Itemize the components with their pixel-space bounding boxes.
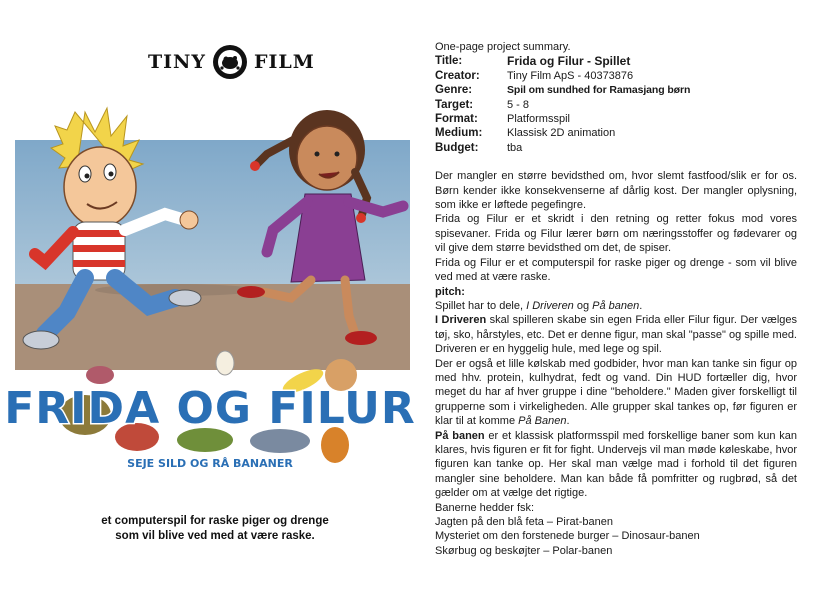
field-value-target: 5 - 8: [507, 98, 530, 111]
logo-word-left: TINY: [148, 51, 206, 73]
game-title-logo: [4, 345, 416, 475]
p4-text-b: I Driveren: [526, 299, 574, 312]
field-value-title: Frida og Filur - Spillet: [507, 54, 631, 69]
field-value-creator: Tiny Film ApS - 40373876: [507, 69, 634, 82]
paragraph-6: [435, 357, 797, 429]
p6-text-a: Der er også et lille kølskab med godbider, hvor man kan tanke sin figur op med hhv. protein, kulhydrat, fedt og vand. Din HUD fortæller dig, hvor meget du har af hver gruppe i dine "beholdere." Maden giver forskelligt til grupperne som i virkeligheden. Alle grupper skal tankes op, før figuren er klar til at komme: [435, 357, 797, 428]
field-label-budget: Budget:: [435, 141, 479, 154]
field-label-target: Target:: [435, 98, 474, 111]
level-item: Skørbug og beskøjter – Polar-banen: [435, 544, 613, 557]
p4-text-d: På banen: [592, 299, 640, 312]
paragraph-1: Der mangler en større bevidsthed om, hvor slemt fastfood/slik er for os. Børn kender ikke konsekvenserne af dårlig kost. Der mangler oplysning, som ikke er løftede pegefingre.: [435, 170, 797, 212]
project-summary: [435, 40, 797, 558]
field-label-medium: Medium:: [435, 127, 483, 140]
p7-lead: På banen: [435, 429, 485, 442]
tagline-line-1: et computerspil for raske piger og drenge: [101, 515, 329, 527]
paragraph-7: [435, 429, 797, 501]
field-value-medium: Klassisk 2D animation: [507, 127, 616, 140]
field-label-format: Format:: [435, 113, 478, 126]
title-art-text: FRIDA OG FILUR: [4, 383, 416, 434]
paragraph-3: Frida og Filur er et computerspil for raske piger og drenge - som vil blive ved med at være raske.: [435, 256, 797, 284]
tiny-film-logo: [148, 40, 315, 84]
field-value-budget: tba: [507, 141, 523, 154]
levels-intro: Banerne hedder fsk:: [435, 501, 535, 514]
tagline-line-2: som vil blive ved med at være raske.: [115, 530, 315, 542]
field-label-genre: Genre:: [435, 84, 473, 97]
summary-intro: One-page project summary.: [435, 41, 571, 53]
paragraph-4: [435, 299, 797, 313]
p4-text-e: .: [639, 299, 643, 312]
field-label-title: Title:: [435, 55, 463, 68]
pitch-label: pitch:: [435, 285, 465, 298]
p7-text: er et klassisk platformsspil med forskellige baner som kun kan klares, hvis figuren er fit for fight. Undervejs vil man møde køleskabe, hvor figuren kan tanke op. Her skal man vælge mad i forhold til det figuren mangler sine beholdere. Man kan både få pomfritter og rugbrød, så det gælder om at vælge det rigtige.: [435, 429, 797, 500]
p5-lead: I Driveren: [435, 314, 487, 327]
p6-text-c: .: [566, 415, 570, 428]
level-item: Mysteriet om den forstenede burger – Dinosaur-banen: [435, 530, 700, 543]
p4-text-c: og: [573, 299, 593, 312]
field-label-creator: Creator:: [435, 69, 480, 82]
logo-word-right: FILM: [253, 51, 315, 73]
level-item: Jagten på den blå feta – Pirat-banen: [435, 516, 613, 528]
paragraph-2: Frida og Filur er et skridt i den retning og retter fokus mod vores spisevaner. Frida og Filur lærer børn om næringsstoffer og fødevarer og vil give dem større bevidsthed om det, de spiser.: [435, 213, 797, 255]
field-value-genre: Spil om sundhed for Ramasjang børn: [507, 84, 691, 97]
tagline: [70, 514, 360, 544]
summary-fields: [435, 54, 797, 155]
frida-filur-illustration: [15, 102, 410, 370]
film-reel-icon: [211, 43, 249, 81]
title-art-subtitle: SEJE SILD OG RÅ BANANER: [127, 457, 293, 470]
p5-text: skal spilleren skabe sin egen Frida eller Filur figur. Der vælges tøj, sko, hårstyles, etc. Det er denne figur, man skal "passe" og spille med. Driveren er en hyggelig hule, med lege og spil.: [435, 314, 797, 356]
p6-text-b: På Banen: [518, 415, 567, 428]
field-value-format: Platformsspil: [507, 113, 570, 126]
p4-text-a: Spillet har to dele,: [435, 299, 527, 312]
summary-body: [435, 169, 797, 558]
paragraph-5: [435, 313, 797, 356]
